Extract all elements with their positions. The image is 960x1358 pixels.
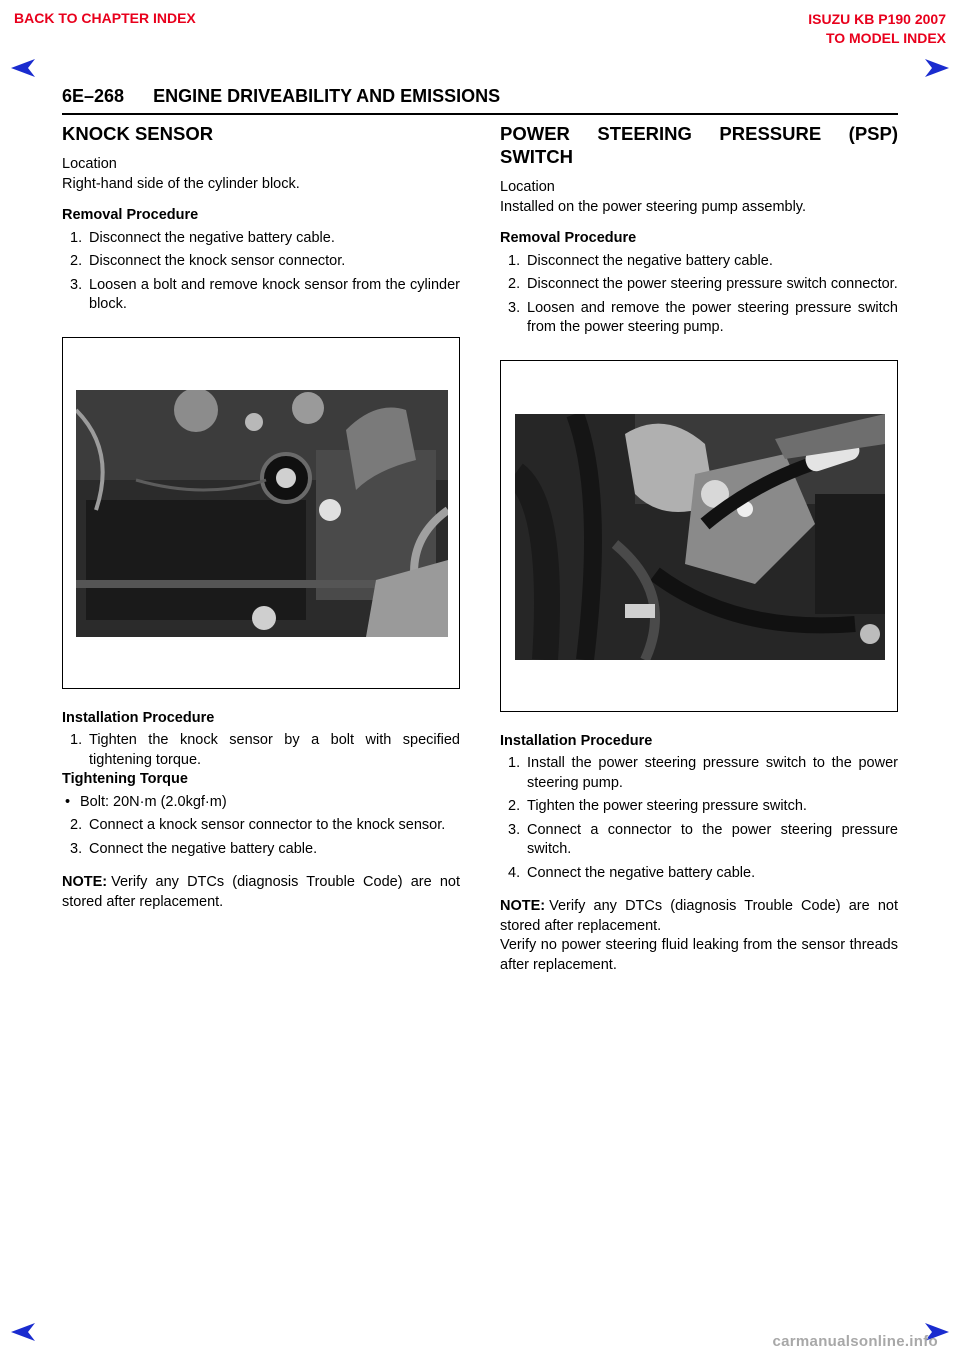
psp-removal-step: 2. Disconnect the power steering pressure switch connector. (508, 276, 898, 292)
psp-install-step: 4. Connect the negative battery cable. (508, 864, 756, 881)
psp-location-label: Location (500, 179, 555, 195)
knock-installation-title: Installation Procedure (62, 709, 215, 726)
psp-installation-steps (500, 754, 898, 883)
knock-note: NOTE: Verify any DTCs (diagnosis Trouble Code) are not stored after replacement. (62, 874, 460, 910)
psp-switch-title: POWER STEERING PRESSURE (PSP) SWITCH (500, 123, 898, 167)
psp-install-step: 2. Tighten the power steering pressure switch. (508, 798, 807, 814)
knock-install-step: 3. Connect the negative battery cable. (70, 840, 318, 857)
psp-note-second: Verify no power steering fluid leaking from the sensor threads after replacement. (500, 937, 898, 973)
knock-sensor-title: KNOCK SENSOR (62, 123, 214, 144)
psp-switch-photo-frame (500, 360, 898, 712)
model-title: ISUZU KB P190 2007 (808, 11, 946, 27)
knock-sensor-engine-photo (76, 390, 448, 637)
knock-install-step: 1. Tighten the knock sensor by a bolt with specified tightening torque. (70, 732, 460, 768)
back-to-chapter-index-link[interactable]: BACK TO CHAPTER INDEX (14, 10, 196, 26)
psp-install-step: 1. Install the power steering pressure switch to the power steering pump. (508, 755, 898, 791)
model-index-link[interactable] (808, 10, 946, 48)
page-header (62, 86, 500, 107)
psp-switch-section (500, 122, 898, 975)
psp-note: NOTE: Verify any DTCs (diagnosis Trouble Code) are not stored after replacement. (500, 898, 898, 934)
knock-removal-title: Removal Procedure (62, 207, 199, 223)
knock-removal-step: 2. Disconnect the knock sensor connector. (70, 253, 346, 269)
knock-sensor-section (62, 122, 460, 912)
psp-removal-steps (500, 252, 898, 338)
knock-location-text: Right-hand side of the cylinder block. (62, 175, 300, 192)
knock-installation-steps (62, 731, 460, 770)
knock-removal-step: 3. Loosen a bolt and remove knock sensor from the cylinder block. (70, 276, 460, 312)
knock-install-step: 2. Connect a knock sensor connector to the knock sensor. (70, 817, 446, 833)
page-number: 6E–268 (62, 86, 125, 106)
knock-note-label: NOTE: (62, 874, 108, 890)
psp-switch-engine-photo (515, 414, 885, 660)
section-title: ENGINE DRIVEABILITY AND EMISSIONS (153, 86, 501, 106)
knock-installation-steps-continued (62, 816, 460, 859)
psp-install-step: 3. Connect a connector to the power steering pressure switch. (508, 821, 898, 857)
psp-location-text: Installed on the power steering pump assembly. (500, 198, 807, 215)
knock-torque-title: Tightening Torque (62, 771, 188, 787)
knock-location-label: Location (62, 156, 117, 172)
next-page-arrow-icon[interactable] (924, 58, 950, 78)
psp-installation-title: Installation Procedure (500, 732, 653, 749)
to-model-index-label: TO MODEL INDEX (825, 30, 946, 46)
previous-page-arrow-icon[interactable] (10, 58, 36, 78)
psp-note-label: NOTE: (500, 898, 546, 914)
knock-sensor-photo-frame (62, 337, 460, 689)
knock-removal-step: 1. Disconnect the negative battery cable. (70, 229, 335, 246)
knock-removal-steps (62, 229, 460, 315)
site-watermark: carmanualsonline.info (772, 1333, 938, 1350)
psp-removal-title: Removal Procedure (500, 230, 637, 246)
header-rule (62, 113, 898, 115)
knock-torque-item: • Bolt: 20N·m (2.0kgf·m) (65, 793, 227, 810)
previous-page-arrow-bottom-icon[interactable] (10, 1322, 36, 1342)
psp-removal-step: 1. Disconnect the negative battery cable. (508, 252, 773, 269)
psp-removal-step: 3. Loosen and remove the power steering pressure switch from the power steering pump. (508, 299, 898, 335)
